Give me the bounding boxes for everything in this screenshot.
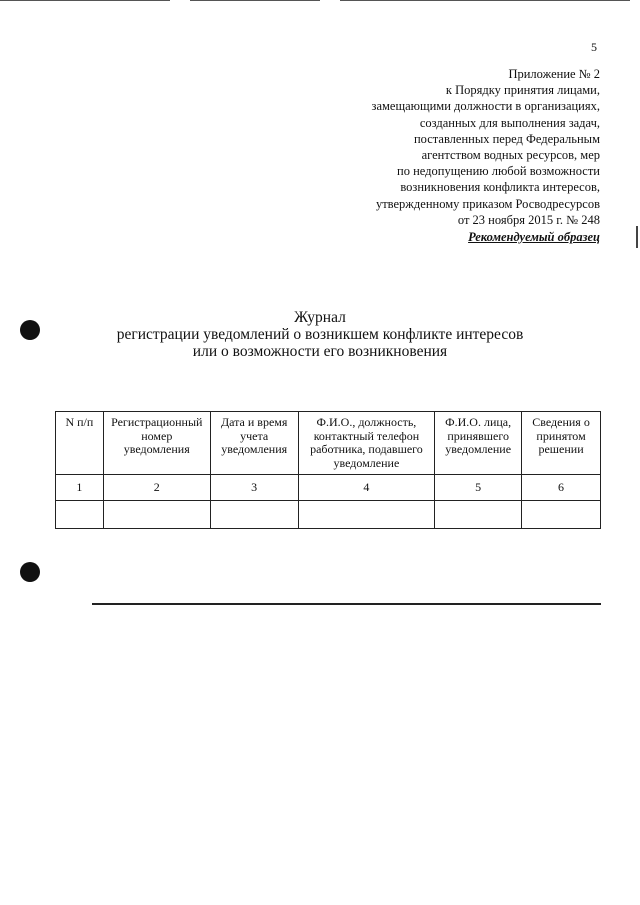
header-cell-registration: Регистрационный номер уведомления <box>103 412 210 475</box>
sample-label: Рекомендуемый образец <box>468 230 600 244</box>
column-number: 5 <box>435 475 522 501</box>
page-number: 5 <box>591 40 597 54</box>
column-number: 6 <box>522 475 601 501</box>
header-cell-datetime: Дата и время учета уведомления <box>210 412 298 475</box>
column-number: 2 <box>103 475 210 501</box>
journal-title <box>0 309 640 360</box>
appendix-block <box>280 66 600 228</box>
appendix-line: поставленных перед Федеральным <box>413 131 600 146</box>
appendix-line: Приложение № 2 <box>508 67 600 81</box>
appendix-line: к Порядку принятия лицами, <box>445 83 600 98</box>
footnote-separator-line <box>92 603 601 605</box>
column-number-row <box>56 475 601 501</box>
title-line: регистрации уведомлений о возникшем конфликте интересов <box>116 326 524 343</box>
appendix-line: созданных для выполнения задач, <box>419 115 600 130</box>
empty-cell <box>522 500 601 528</box>
empty-cell <box>103 500 210 528</box>
scan-edge-line <box>340 0 630 1</box>
column-number: 1 <box>56 475 104 501</box>
title-line: Журнал <box>294 309 346 326</box>
appendix-line: возникновения конфликта интересов, <box>400 180 600 195</box>
appendix-line: по недопущению любой возможности <box>397 164 600 179</box>
header-row <box>56 412 601 475</box>
appendix-line: от 23 ноября 2015 г. № 248 <box>457 212 600 227</box>
empty-cell <box>435 500 522 528</box>
empty-cell <box>298 500 435 528</box>
empty-row <box>56 500 601 528</box>
scan-edge-line <box>0 0 170 1</box>
header-cell-receiver: Ф.И.О. лица, принявшего уведомление <box>435 412 522 475</box>
title-line: или о возможности его возникновения <box>192 343 448 360</box>
punch-hole <box>20 562 40 582</box>
header-cell-decision: Сведения о принятом решении <box>522 412 601 475</box>
column-number: 4 <box>298 475 435 501</box>
column-number: 3 <box>210 475 298 501</box>
empty-cell <box>56 500 104 528</box>
header-cell-submitter: Ф.И.О., должность, контактный телефон работника, подавшего уведомление <box>298 412 435 475</box>
header-cell-number: N п/п <box>56 412 104 475</box>
scan-edge-mark <box>636 226 638 248</box>
journal-table <box>55 411 601 529</box>
appendix-line: замещающими должности в организациях, <box>371 99 600 114</box>
empty-cell <box>210 500 298 528</box>
appendix-line: утвержденному приказом Росводресурсов <box>375 196 600 211</box>
scan-edge-line <box>190 0 320 1</box>
appendix-line: агентством водных ресурсов, мер <box>421 148 600 163</box>
